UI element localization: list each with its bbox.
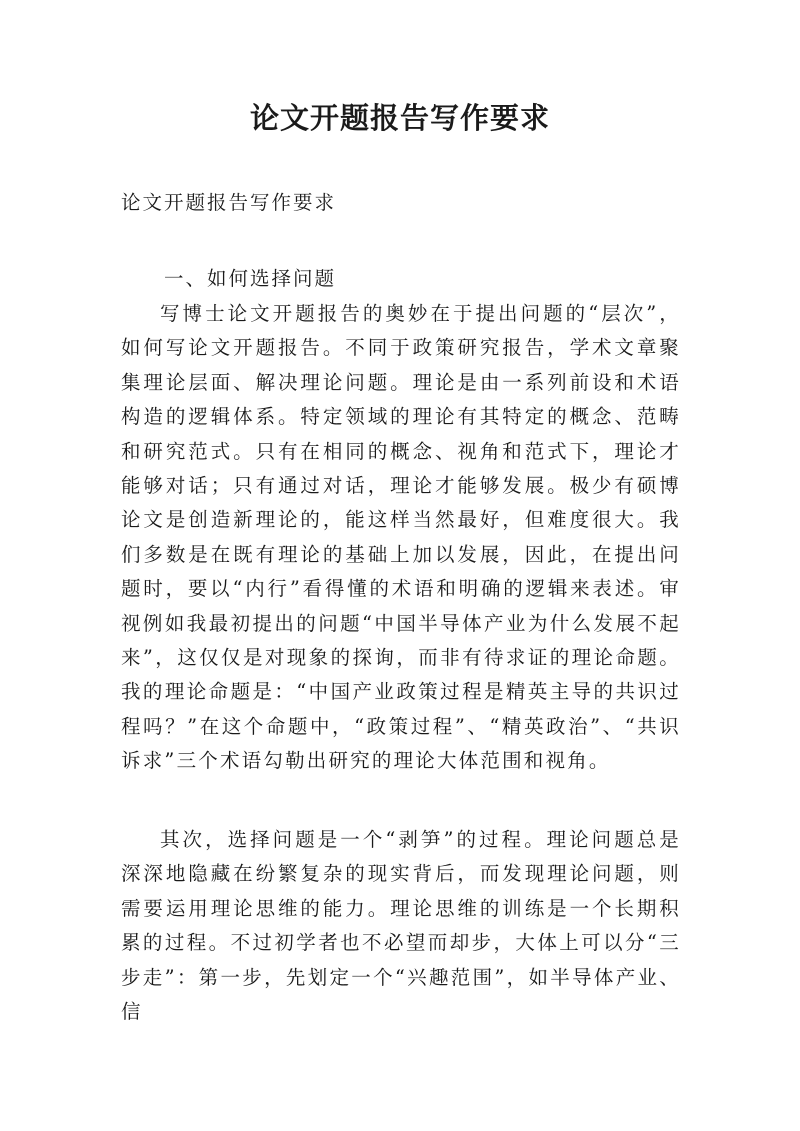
document-title: 论文开题报告写作要求 [249, 101, 550, 135]
body-paragraph: 其次，选择问题是一个“剥笋”的过程。理论问题总是深深地隐藏在纷繁复杂的现实背后，而发现理论问题，则需要运用理论思维的能力。理论思维的训练是一个长期积累的过程。不过初学者也不必望而却步，大体上可以分“三步走”：第一步，先划定一个“兴趣范围”，如半导体产业、信 [121, 828, 681, 1024]
document-subtitle: 论文开题报告写作要求 [121, 191, 337, 214]
section-heading: 一、如何选择问题 [164, 267, 337, 290]
body-paragraph: 写博士论文开题报告的奥妙在于提出问题的“层次”，如何写论文开题报告。不同于政策研究报告，学术文章聚集理论层面、解决理论问题。理论是由一系列前设和术语构造的逻辑体系。特定领域的理论有其特定的概念、范畴和研究范式。只有在相同的概念、视角和范式下，理论才能够对话；只有通过对话，理论才能够发展。极少有硕博论文是创造新理论的，能这样当然最好，但难度很大。我们多数是在既有理论的基础上加以发展，因此，在提出问题时，要以“内行”看得懂的术语和明确的逻辑来表述。审视例如我最初提出的问题“中国半导体产业为什么发展不起来”，这仅仅是对现象的探询，而非有待求证的理论命题。我的理论命题是：“中国产业政策过程是精英主导的共识过程吗？”在这个命题中，“政策过程”、“精英政治”、“共识诉求”三个术语勾勒出研究的理论大体范围和视角。 [121, 302, 681, 773]
